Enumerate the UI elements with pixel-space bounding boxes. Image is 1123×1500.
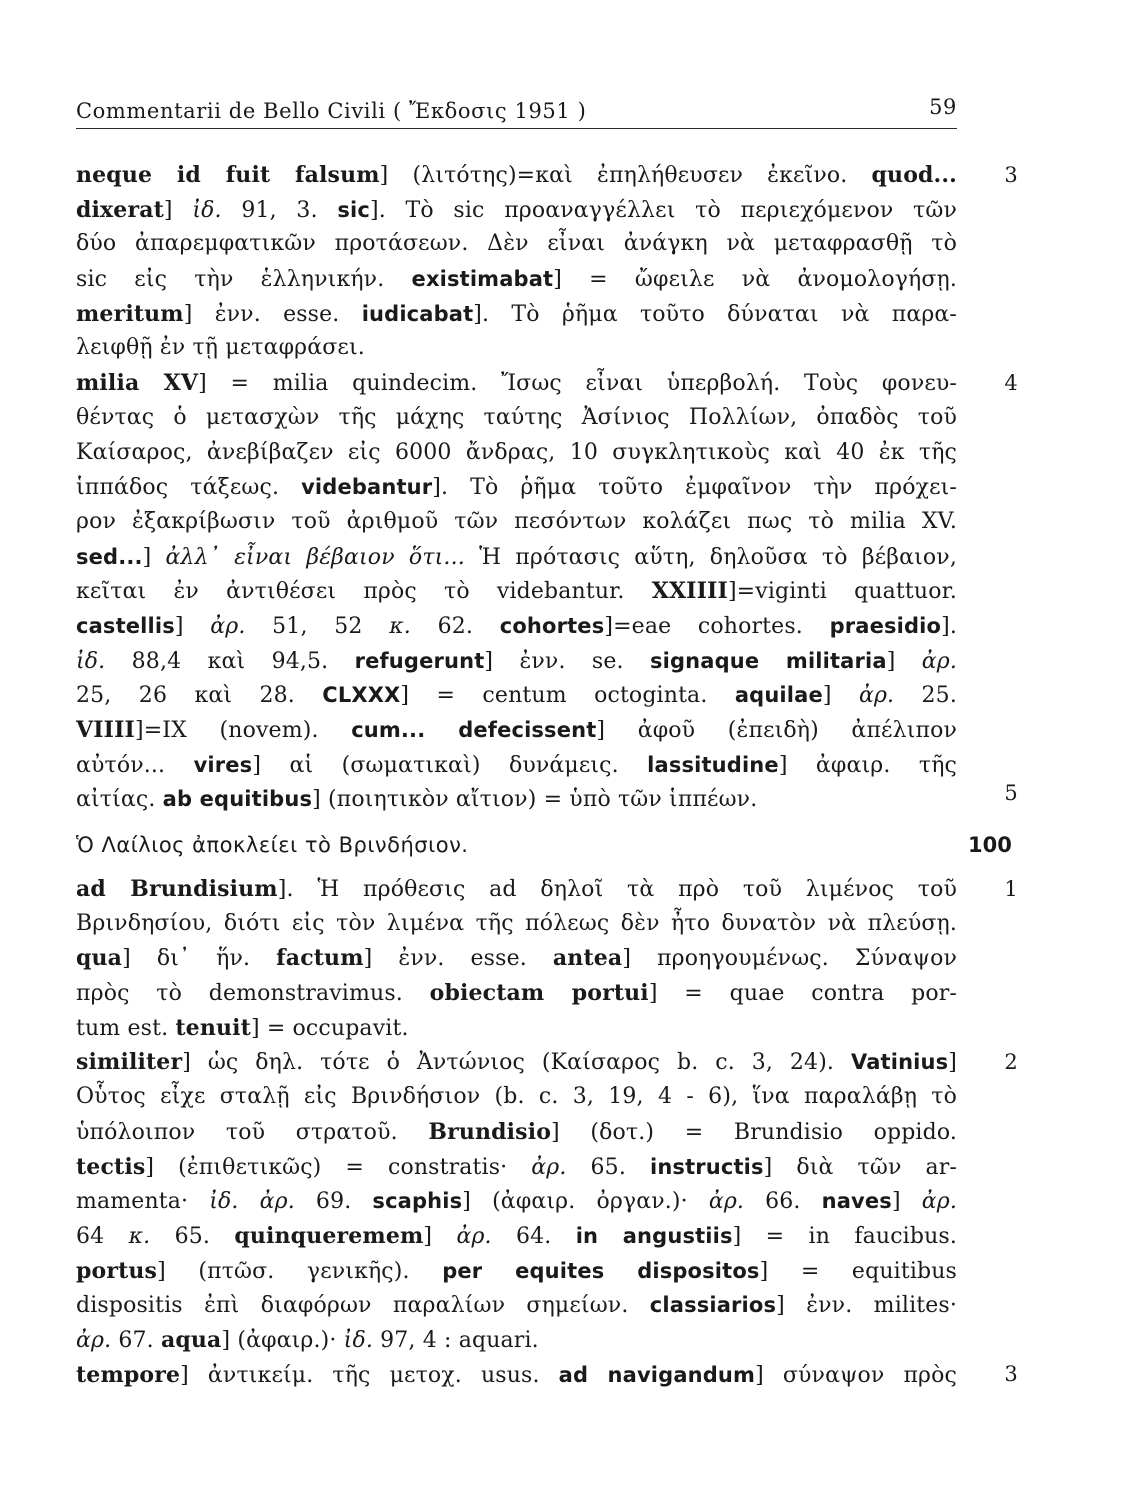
- margin-number: 5: [1004, 781, 1018, 805]
- text-line: meritum] ἐνν. esse. iudicabat]. Τὸ ῥῆμα τοῦτο δύναται νὰ παρα-: [76, 300, 957, 327]
- text-line: milia XV] = milia quindecim. Ἴσως εἶναι ὑπερβολή. Τοὺς φονευ-: [76, 370, 957, 397]
- text-line: mamenta· ἰδ. ἀρ. 69. scaphis] (ἀφαιρ. ὀργαν.)· ἀρ. 66. naves] ἀρ.: [76, 1189, 957, 1215]
- text-line: neque id fuit falsum] (λιτότης)=καὶ ἐπηλήθευσεν ἐκεῖνο. quod...: [76, 162, 957, 188]
- text-line: VIIII]=IX (novem). cum... defecissent] ἀφοῦ (ἐπειδὴ) ἀπέλιπον: [76, 717, 957, 743]
- page-number: 59: [929, 95, 957, 119]
- text-line: dispositis ἐπὶ διαφόρων παραλίων σημείων. classiarios] ἐνν. milites·: [76, 1293, 957, 1319]
- margin-number: 2: [1004, 1050, 1018, 1074]
- text-line: ἱππάδος τάξεως. videbantur]. Τὸ ῥῆμα τοῦτο ἐμφαῖνον τὴν πρόχει-: [76, 475, 957, 501]
- running-title: Commentarii de Bello Civili ( Ἔκδοσις 1951 ): [76, 99, 587, 123]
- text-line: tum est. tenuit] = occupavit.: [76, 1014, 409, 1041]
- text-line: tectis] (ἐπιθετικῶς) = constratis· ἀρ. 65. instructis] διὰ τῶν ar-: [76, 1153, 957, 1180]
- text-line: πρὸς τὸ demonstravimus. obiectam portui] = quae contra por-: [76, 980, 957, 1007]
- text-line: θέντας ὁ μετασχὼν τῆς μάχης ταύτης Ἀσίνιος Πολλίων, ὀπαδὸς τοῦ: [76, 404, 957, 430]
- text-line: dixerat] ἰδ. 91, 3. sic]. Τὸ sic προαναγγέλλει τὸ περιεχόμενον τῶν: [76, 196, 957, 223]
- text-line: qua] δι᾽ ἥν. factum] ἐνν. esse. antea] προηγουμένως. Σύναψον: [76, 945, 957, 972]
- section-number: 100: [968, 833, 1012, 857]
- text-line: ἰδ. 88,4 καὶ 94,5. refugerunt] ἐνν. se. signaque militaria] ἀρ.: [76, 648, 957, 674]
- margin-number: 3: [1004, 1362, 1018, 1386]
- text-line: Βρινδησίου, διότι εἰς τὸν λιμένα τῆς πόλεως δὲν ἦτο δυνατὸν νὰ πλεύσῃ.: [76, 910, 957, 936]
- running-header: [76, 92, 957, 129]
- text-line: Οὗτος εἶχε σταλῇ εἰς Βρινδήσιον (b. c. 3, 19, 4 - 6), ἵνα παραλάβῃ τὸ: [76, 1084, 957, 1110]
- text-line: λειφθῇ ἐν τῇ μεταφράσει.: [76, 335, 365, 361]
- text-line: Καίσαρος, ἀνεβίβαζεν εἰς 6000 ἄνδρας, 10 συγκλητικοὺς καὶ 40 ἐκ τῆς: [76, 439, 957, 465]
- text-line: sic εἰς τὴν ἑλληνικήν. existimabat] = ὤφειλε νὰ ἀνομολογήσῃ.: [76, 267, 957, 293]
- text-line: tempore] ἀντικείμ. τῆς μετοχ. usus. ad navigandum] σύναψον πρὸς: [76, 1361, 957, 1388]
- text-line: κεῖται ἐν ἀντιθέσει πρὸς τὸ videbantur. XXIIII]=viginti quattuor.: [76, 578, 957, 605]
- section-heading: Ὁ Λαίλιος ἀποκλείει τὸ Βρινδήσιον.: [76, 833, 469, 857]
- margin-number: 4: [1004, 371, 1018, 395]
- text-line: ad Brundisium]. Ἡ πρόθεσις ad δηλοῖ τὰ πρὸ τοῦ λιμένος τοῦ: [76, 876, 957, 902]
- text-line: αὐτόν... vires] αἱ (σωματικαὶ) δυνάμεις. lassitudine] ἀφαιρ. τῆς: [76, 752, 957, 778]
- text-line: δύο ἀπαρεμφατικῶν προτάσεων. Δὲν εἶναι ἀνάγκη νὰ μεταφρασθῇ τὸ: [76, 231, 957, 257]
- text-line: 64 κ. 65. quinqueremem] ἀρ. 64. in angustiis] = in faucibus.: [76, 1222, 957, 1249]
- text-line: ρον ἐξακρίβωσιν τοῦ ἀριθμοῦ τῶν πεσόντων κολάζει πως τὸ milia XV.: [76, 508, 957, 534]
- text-line: sed...] ἀλλ᾽ εἶναι βέβαιον ὅτι... Ἡ πρότασις αὕτη, δηλοῦσα τὸ βέβαιον,: [76, 544, 957, 570]
- margin-number: 1: [1004, 877, 1018, 901]
- text-line: ὑπόλοιπον τοῦ στρατοῦ. Brundisio] (δοτ.) = Brundisio oppido.: [76, 1118, 957, 1145]
- text-line: αἰτίας. ab equitibus] (ποιητικὸν αἴτιον) = ὑπὸ τῶν ἱππέων.: [76, 787, 758, 813]
- margin-number: 3: [1004, 163, 1018, 187]
- text-line: portus] (πτῶσ. γενικῆς). per equites dispositos] = equitibus: [76, 1257, 957, 1284]
- commentary-block-100: [76, 872, 957, 1392]
- text-line: ἀρ. 67. aqua] (ἀφαιρ.)· ἰδ. 97, 4 : aquari.: [76, 1326, 539, 1353]
- text-line: similiter] ὡς δηλ. τότε ὁ Ἀντώνιος (Καίσαρος b. c. 3, 24). Vatinius]: [76, 1049, 957, 1076]
- commentary-block-99: [76, 158, 957, 817]
- text-line: 25, 26 καὶ 28. CLXXX] = centum octoginta. aquilae] ἀρ. 25.: [76, 683, 957, 709]
- text-line: castellis] ἀρ. 51, 52 κ. 62. cohortes]=eae cohortes. praesidio].: [76, 613, 957, 639]
